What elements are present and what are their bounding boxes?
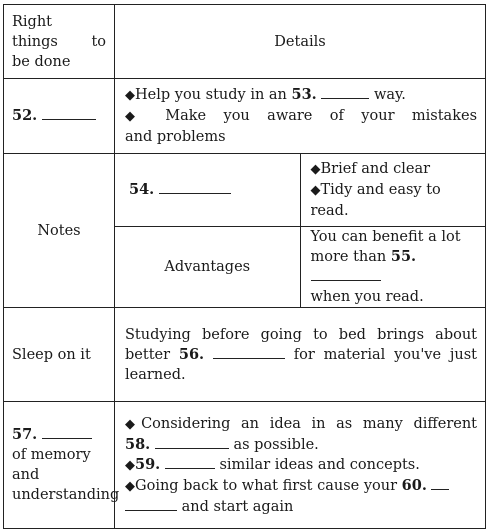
sleep-line2: better 56. for material you've just bbox=[125, 345, 478, 363]
answer-blank-53[interactable] bbox=[321, 85, 369, 99]
row-54-details-cell bbox=[300, 154, 486, 227]
question-54-number: 54. bbox=[129, 181, 155, 198]
row-52-details-cell bbox=[115, 79, 486, 154]
row-57-details-cell bbox=[115, 402, 486, 529]
row-57-bullet-3-line2: and start again bbox=[125, 497, 477, 517]
row-54-label-cell bbox=[115, 154, 301, 227]
advantages-line1: You can benefit a lot bbox=[310, 229, 461, 245]
answer-blank-57[interactable] bbox=[42, 425, 92, 439]
row-52-bullet-2-line2: and problems bbox=[125, 129, 226, 145]
diamond-bullet-icon: ◆ bbox=[125, 457, 135, 473]
row-52-bullet-2-line1: ◆ Make you aware of your mistakes bbox=[125, 108, 478, 124]
row-57-label-line3: and bbox=[12, 467, 40, 483]
sleep-label: Sleep on it bbox=[12, 346, 91, 363]
question-53-number: 53. bbox=[291, 86, 317, 103]
answer-blank-60-part1[interactable] bbox=[431, 476, 449, 490]
answer-blank-56[interactable] bbox=[213, 345, 285, 359]
question-52-number: 52. bbox=[12, 107, 38, 124]
answer-blank-59[interactable] bbox=[165, 455, 215, 469]
row-54-bullet-2: ◆Tidy and easy to read. bbox=[310, 182, 441, 219]
row-57-bullet-1-line1: ◆Considering an idea in as many different bbox=[125, 415, 477, 432]
header-right-things-cell bbox=[4, 5, 115, 79]
question-56-number: 56. bbox=[178, 345, 205, 363]
advantages-label: Advantages bbox=[164, 259, 251, 275]
header-right-things-line1: Right bbox=[12, 13, 53, 30]
notes-label-cell bbox=[4, 154, 115, 308]
question-60-number: 60. bbox=[401, 476, 427, 494]
diamond-bullet-icon: ◆ bbox=[125, 88, 135, 103]
row-57-label-cell bbox=[4, 402, 120, 529]
study-tips-table bbox=[3, 4, 486, 529]
row-57 bbox=[4, 402, 486, 529]
diamond-bullet-icon: ◆ bbox=[125, 478, 135, 494]
sleep-line3: learned. bbox=[125, 366, 186, 383]
advantages-line3: when you read. bbox=[310, 289, 424, 305]
row-54 bbox=[4, 154, 486, 227]
answer-blank-54[interactable] bbox=[159, 180, 231, 194]
answer-blank-60-part2[interactable] bbox=[125, 497, 177, 511]
question-57-number: 57. bbox=[12, 426, 38, 443]
row-52-label-cell bbox=[4, 79, 115, 154]
header-row bbox=[4, 5, 486, 79]
row-57-bullet-3-line1: ◆Going back to what first cause your 60. bbox=[125, 476, 477, 497]
row-54-bullet-1: ◆Brief and clear bbox=[310, 161, 431, 177]
row-52 bbox=[4, 79, 486, 154]
diamond-bullet-icon: ◆ bbox=[125, 109, 148, 124]
row-57-label-line4: understanding bbox=[12, 487, 120, 503]
answer-blank-55[interactable] bbox=[311, 267, 381, 281]
answer-blank-52[interactable] bbox=[42, 106, 96, 120]
row-52-bullet-1: ◆Help you study in an 53. way. bbox=[125, 86, 406, 103]
question-55-number: 55. bbox=[390, 248, 417, 265]
worksheet bbox=[3, 4, 486, 523]
sleep-details-cell bbox=[115, 308, 486, 402]
sleep-label-cell bbox=[4, 308, 115, 402]
notes-label: Notes bbox=[37, 222, 81, 239]
header-details-cell bbox=[115, 5, 486, 79]
sleep-line1: Studying before going to bed brings about bbox=[125, 326, 477, 343]
diamond-bullet-icon: ◆ bbox=[310, 162, 321, 177]
diamond-bullet-icon: ◆ bbox=[125, 416, 142, 432]
row-57-label-line2: of memory bbox=[12, 447, 91, 463]
question-58-number: 58. bbox=[125, 435, 151, 453]
row-57-bullet-2: ◆59. similar ideas and concepts. bbox=[125, 455, 420, 473]
diamond-bullet-icon: ◆ bbox=[310, 183, 321, 198]
row-57-bullet-1-line2: 58. as possible. bbox=[125, 435, 319, 453]
answer-blank-58[interactable] bbox=[155, 435, 229, 449]
advantages-label-cell bbox=[115, 227, 301, 308]
header-right-things-line2: things to bbox=[12, 33, 106, 50]
header-right-things-line3: be done bbox=[12, 53, 71, 70]
question-59-number: 59. bbox=[135, 455, 161, 473]
advantages-details-cell bbox=[300, 227, 486, 308]
advantages-line2: more than 55. bbox=[311, 247, 478, 287]
row-sleep bbox=[4, 308, 486, 402]
header-details: Details bbox=[274, 33, 326, 50]
